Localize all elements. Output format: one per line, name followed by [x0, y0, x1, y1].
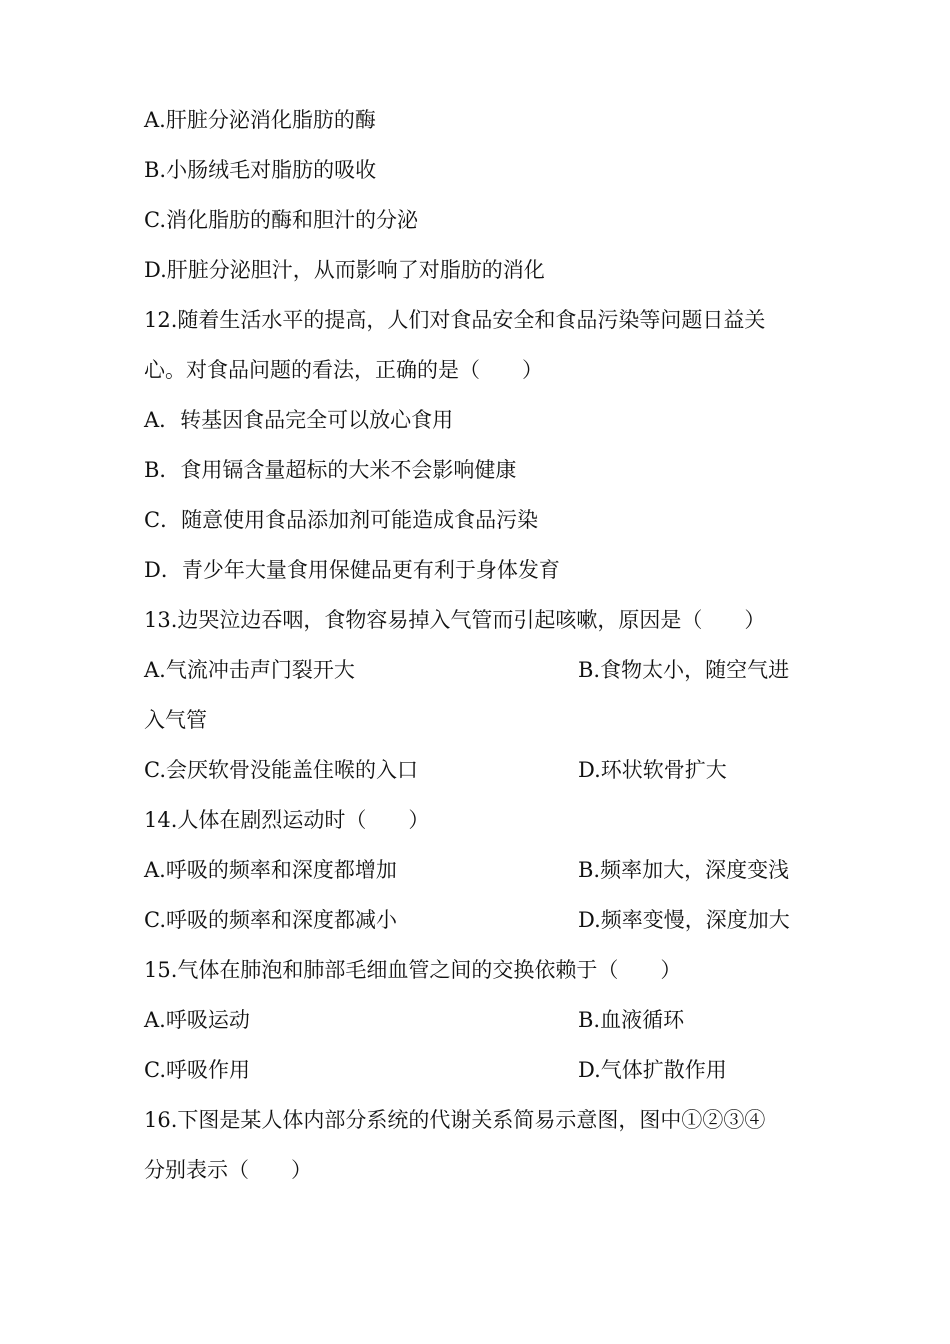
question-12-line2: 心。对食品问题的看法，正确的是（ ） [144, 358, 543, 382]
question-15: 15.气体在肺泡和肺部毛细血管之间的交换依赖于（ ） [144, 958, 682, 982]
option-c-q12: C．随意使用食品添加剂可能造成食品污染 [144, 508, 539, 532]
option-d-q11: D.肝脏分泌胆汁，从而影响了对脂肪的消化 [144, 258, 545, 282]
option-c-q15: C.呼吸作用 [144, 1058, 250, 1082]
option-d-q15: D.气体扩散作用 [578, 1058, 727, 1082]
option-a-q12: A．转基因食品完全可以放心食用 [144, 408, 454, 432]
option-b-q12: B．食用镉含量超标的大米不会影响健康 [144, 458, 517, 482]
option-d-q14: D.频率变慢，深度加大 [578, 908, 790, 932]
option-c-q13: C.会厌软骨没能盖住喉的入口 [144, 758, 418, 782]
option-b-q15: B.血液循环 [578, 1008, 685, 1032]
option-b-q13: B.食物太小，随空气进 [578, 658, 790, 682]
question-16-line2: 分别表示（ ） [144, 1158, 312, 1182]
option-d-q12: D．青少年大量食用保健品更有利于身体发育 [144, 558, 560, 582]
option-d-q13: D.环状软骨扩大 [578, 758, 727, 782]
question-16-line1: 16.下图是某人体内部分系统的代谢关系简易示意图，图中①②③④ [144, 1108, 766, 1132]
question-13: 13.边哭泣边吞咽，食物容易掉入气管而引起咳嗽，原因是（ ） [144, 608, 766, 632]
question-12-line1: 12.随着生活水平的提高，人们对食品安全和食品污染等问题日益关 [144, 308, 766, 332]
option-b-q13-continued: 入气管 [144, 708, 207, 732]
option-a-q13: A.气流冲击声门裂开大 [144, 658, 355, 682]
option-a-q14: A.呼吸的频率和深度都增加 [144, 858, 397, 882]
option-b-q14: B.频率加大，深度变浅 [578, 858, 790, 882]
option-a-q11: A.肝脏分泌消化脂肪的酶 [144, 108, 376, 132]
option-a-q15: A.呼吸运动 [144, 1008, 250, 1032]
question-14: 14.人体在剧烈运动时（ ） [144, 808, 430, 832]
option-c-q11: C.消化脂肪的酶和胆汁的分泌 [144, 208, 418, 232]
option-b-q11: B.小肠绒毛对脂肪的吸收 [144, 158, 377, 182]
option-c-q14: C.呼吸的频率和深度都减小 [144, 908, 397, 932]
